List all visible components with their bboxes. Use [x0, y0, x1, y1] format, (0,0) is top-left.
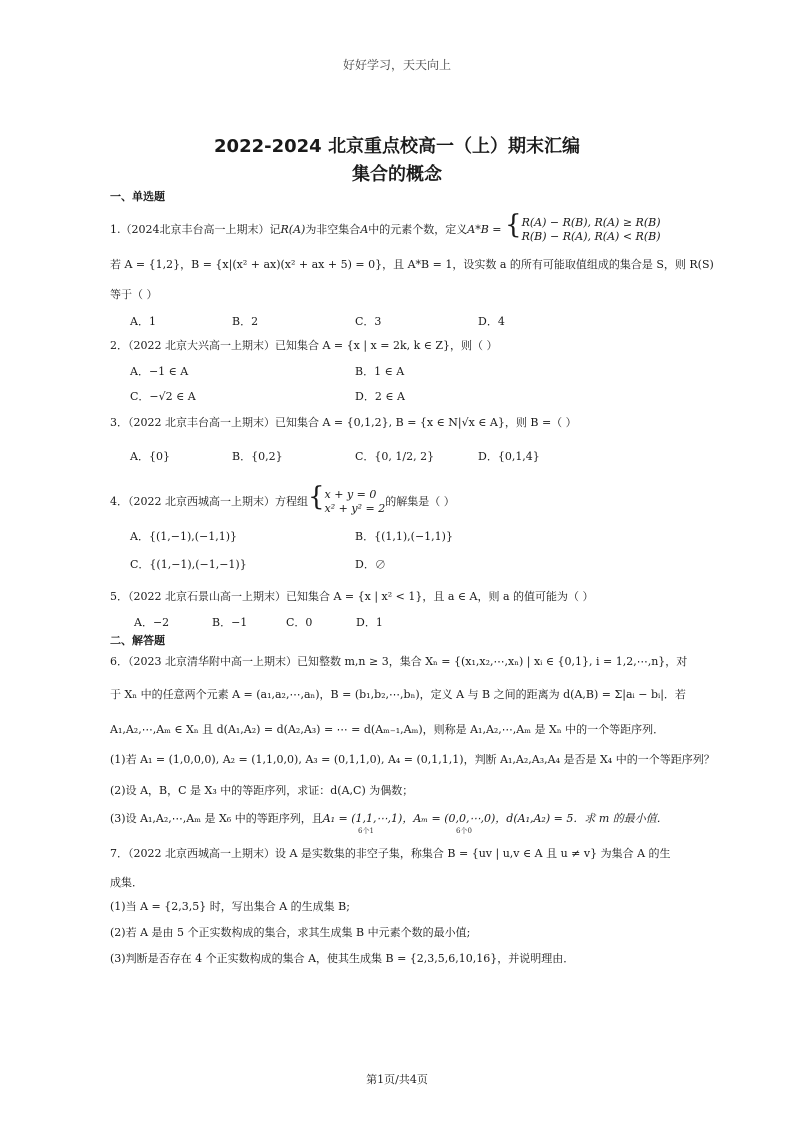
question-1-line-2: 若 A = {1,2}，B = {x|(x² + ax)(x² + ax + 5) = 0}，且 A*B = 1，设实数 a 的所有可能取值组成的集合是 S，则 R(S)	[110, 258, 714, 271]
title-line-1: 2022-2024 北京重点校高一（上）期末汇编	[214, 136, 580, 157]
q3-option-c: C．{0, 1/2, 2}	[355, 450, 435, 463]
question-6-line-3: A₁,A₂,⋯,Aₘ ∈ Xₙ 且 d(A₁,A₂) = d(A₂,A₃) = ⋯ = d(Aₘ₋₁,Aₘ)，则称是 A₁,A₂,⋯,Aₘ 是 Xₙ 中的一个等距序列．	[110, 723, 665, 736]
question-1-line-3: 等于（ ）	[110, 288, 158, 301]
q4-option-b: B．{(1,1),(−1,1)}	[355, 530, 453, 543]
q1-option-d: D．4	[478, 315, 505, 328]
q1-option-b: B．2	[232, 315, 259, 328]
question-7-part-1: (1)当 A = {2,3,5} 时，写出集合 A 的生成集 B;	[110, 900, 350, 913]
question-3-stem: 3．（2022 北京丰台高一上期末）已知集合 A = {0,1,2}, B = {x ∈ N|√x ∈ A}，则 B =（ ）	[110, 416, 577, 429]
section-heading-single-choice: 一、单选题	[110, 190, 165, 203]
q2-option-b: B．1 ∈ A	[355, 365, 405, 378]
q1-cases	[522, 216, 661, 244]
question-6-part-3	[110, 810, 668, 826]
q4-eq-2: x² + y² = 2	[324, 502, 386, 515]
q1-text-c: 为非空集合	[305, 223, 361, 236]
q1-r-of-a: R(A)	[280, 223, 306, 236]
q4-option-d: D．∅	[355, 558, 386, 571]
q3-option-a: A．{0}	[130, 450, 170, 463]
q1-text-e: 中的元素个数，定义	[368, 223, 468, 236]
question-6-line-1: 6．（2023 北京清华附中高一上期末）已知整数 m,n ≥ 3，集合 Xₙ = {(x₁,x₂,⋯,xₙ) | xᵢ ∈ {0,1}, i = 1,2,⋯,n}，对	[110, 655, 688, 668]
q1-text-a: 1.（2024北京丰台高一上期末）记	[110, 223, 281, 236]
q3-option-b: B．{0,2}	[232, 450, 283, 463]
q1-def: A*B =	[467, 223, 502, 236]
q2-option-d: D．2 ∈ A	[355, 390, 405, 403]
question-5-stem: 5．（2022 北京石景山高一上期末）已知集合 A = {x | x² < 1}，且 a ∈ A，则 a 的值可能为（ ）	[110, 590, 594, 603]
question-2-stem: 2．（2022 北京大兴高一上期末）已知集合 A = {x | x = 2k, k ∈ Z}，则（ ）	[110, 339, 498, 352]
q5-option-a: A．−2	[134, 616, 170, 629]
q2-option-c: C．−√2 ∈ A	[130, 390, 196, 403]
q1-option-a: A．1	[130, 315, 156, 328]
question-7-part-2: (2)若 A 是由 5 个正实数构成的集合，求其生成集 B 中元素个数的最小值;	[110, 926, 471, 939]
q1-set-a: A	[360, 223, 369, 236]
question-7-part-3: (3)判断是否存在 4 个正实数构成的集合 A，使其生成集 B = {2,3,5,6,10,16}，并说明理由．	[110, 952, 575, 965]
q5-option-c: C．0	[286, 616, 313, 629]
q1-case-2: R(B) − R(A), R(A) < R(B)	[521, 230, 661, 243]
q4-option-c: C．{(1,−1),(−1,−1)}	[130, 558, 247, 571]
question-7-line-1: 7．（2022 北京西城高一上期末）设 A 是实数集的非空子集，称集合 B = {uv | u,v ∈ A 且 u ≠ v} 为集合 A 的生	[110, 847, 671, 860]
q4-option-a: A．{(1,−1),(−1,1)}	[130, 530, 238, 543]
q4-stem-b: 的解集是（ ）	[385, 495, 455, 508]
question-6-part-2: (2)设 A，B，C 是 X₃ 中的等距序列，求证：d(A,C) 为偶数；	[110, 784, 414, 797]
q4-brace: {	[308, 482, 325, 512]
q1-brace: {	[505, 210, 522, 240]
title-line-2: 集合的概念	[352, 164, 442, 185]
q1-case-1: R(A) − R(B), R(A) ≥ R(B)	[521, 216, 661, 229]
q2-option-a: A．−1 ∈ A	[130, 365, 189, 378]
question-7-line-2: 成集．	[110, 876, 143, 889]
q5-option-b: B．−1	[212, 616, 248, 629]
question-6-line-2: 于 Xₙ 中的任意两个元素 A = (a₁,a₂,⋯,aₙ)，B = (b₁,b₂,⋯,bₙ)，定义 A 与 B 之间的距离为 d(A,B) = Σ|aᵢ − bᵢ|．若	[110, 688, 686, 701]
page-header: 好好学习，天天向上	[342, 58, 451, 72]
q6-part-3b: A₁ = (1,1,⋯,1)，Aₘ = (0,0,⋯,0)，d(A₁,A₂) = 5．求 m 的最小值．	[322, 812, 668, 825]
q1-option-c: C．3	[355, 315, 382, 328]
q4-stem-a: 4．（2022 北京西城高一上期末）方程组	[110, 495, 308, 508]
question-1-line-1	[110, 212, 661, 244]
q3-option-d: D．{0,1,4}	[478, 450, 540, 463]
q4-system	[325, 488, 386, 516]
q4-eq-1: x + y = 0	[324, 488, 377, 501]
q5-option-d: D．1	[356, 616, 383, 629]
question-6-part-1: (1)若 A₁ = (1,0,0,0), A₂ = (1,1,0,0), A₃ = (0,1,1,0), A₄ = (0,1,1,1)，判断 A₁,A₂,A₃,A₄ 是否是 X₄ 中的一个等距序列？	[110, 753, 715, 766]
section-heading-answer: 二、解答题	[110, 634, 165, 647]
q6-part-3a: (3)设 A₁,A₂,⋯,Aₘ 是 X₆ 中的等距序列，且	[110, 812, 323, 825]
question-4-stem	[110, 484, 455, 516]
q6-underbrace-ones: 6个1	[358, 827, 374, 835]
page-footer: 第1页/共4页	[366, 1073, 428, 1086]
q6-underbrace-zeros: 6个0	[456, 827, 472, 835]
